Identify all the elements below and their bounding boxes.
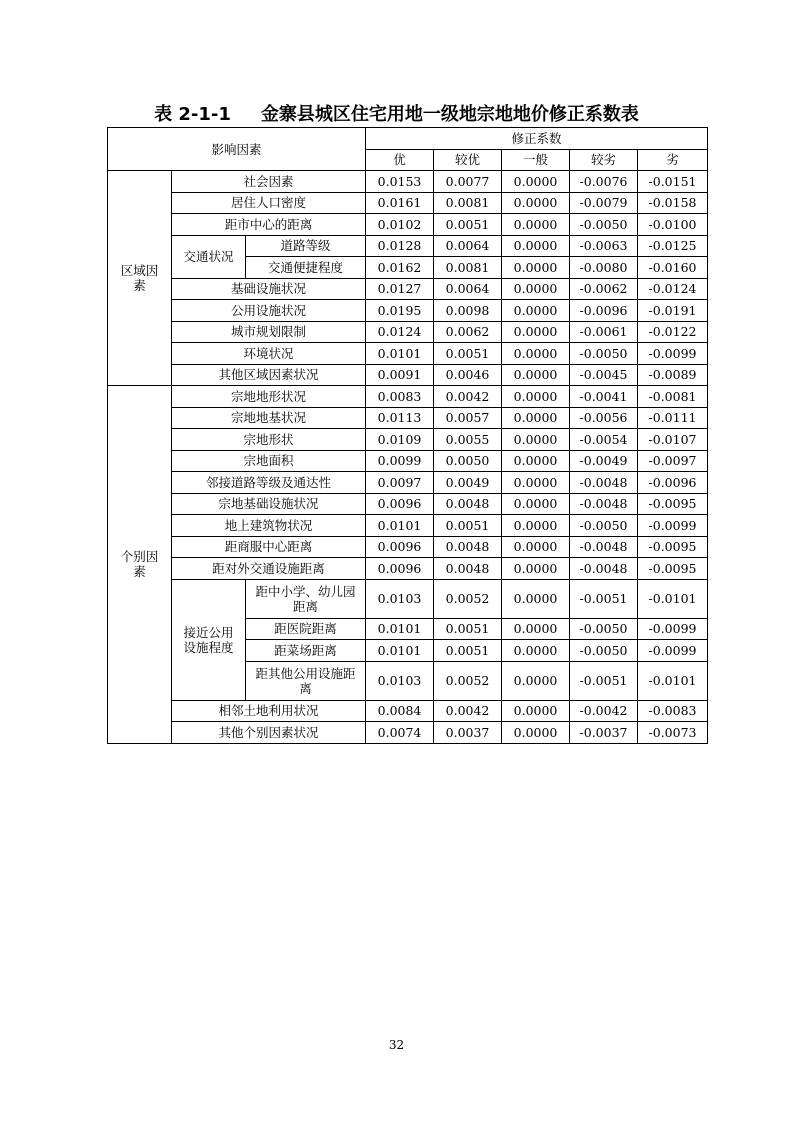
coefficient-cell: 0.0000 (502, 536, 570, 558)
factor-label: 其他个别因素状况 (172, 722, 366, 744)
table-row (108, 450, 708, 472)
coefficient-cell: 0.0052 (434, 579, 502, 618)
factor-label: 其他区域因素状况 (172, 364, 366, 386)
coefficient-cell: 0.0101 (366, 618, 434, 640)
coefficient-cell: 0.0084 (366, 700, 434, 722)
table-row (108, 493, 708, 515)
header-row (108, 128, 708, 150)
coefficient-cell: 0.0051 (434, 214, 502, 236)
table-row (108, 700, 708, 722)
factor-label: 宗地面积 (172, 450, 366, 472)
coefficient-cell: 0.0000 (502, 257, 570, 279)
coefficient-cell: -0.0095 (638, 493, 708, 515)
table-row (108, 407, 708, 429)
factor-label: 距中小学、幼儿园距离 (246, 579, 366, 618)
correction-coefficient-table (107, 127, 708, 744)
coefficient-cell: -0.0050 (570, 343, 638, 365)
coefficient-cell: 0.0000 (502, 235, 570, 257)
coefficient-cell: 0.0000 (502, 700, 570, 722)
coefficient-cell: 0.0057 (434, 407, 502, 429)
coefficient-cell: 0.0064 (434, 235, 502, 257)
coefficient-cell: 0.0103 (366, 661, 434, 700)
coefficient-cell: 0.0048 (434, 493, 502, 515)
coefficient-cell: 0.0037 (434, 722, 502, 744)
grade-header: 一般 (502, 149, 570, 171)
coefficient-cell: -0.0037 (570, 722, 638, 744)
coefficient-cell: 0.0000 (502, 407, 570, 429)
coefficient-cell: -0.0049 (570, 450, 638, 472)
factor-label: 环境状况 (172, 343, 366, 365)
factor-label: 城市规划限制 (172, 321, 366, 343)
coefficient-cell: 0.0127 (366, 278, 434, 300)
coefficient-cell: -0.0051 (570, 579, 638, 618)
table-row (108, 214, 708, 236)
table-caption: 金寨县城区住宅用地一级地宗地地价修正系数表 (260, 104, 639, 125)
table-row (108, 386, 708, 408)
table-row (108, 343, 708, 365)
coefficient-cell: -0.0042 (570, 700, 638, 722)
coefficient-cell: -0.0191 (638, 300, 708, 322)
coefficient-cell: 0.0000 (502, 300, 570, 322)
factor-label: 基础设施状况 (172, 278, 366, 300)
coefficient-cell: -0.0111 (638, 407, 708, 429)
group-label: 区域因素 (108, 171, 172, 386)
coefficient-cell: 0.0048 (434, 558, 502, 580)
coefficient-cell: 0.0096 (366, 493, 434, 515)
coefficient-cell: 0.0103 (366, 579, 434, 618)
coefficient-cell: 0.0062 (434, 321, 502, 343)
coefficient-cell: -0.0158 (638, 192, 708, 214)
coefficient-cell: -0.0160 (638, 257, 708, 279)
coefficient-cell: -0.0048 (570, 472, 638, 494)
coefficient-cell: 0.0052 (434, 661, 502, 700)
coef-header: 修正系数 (366, 128, 708, 150)
page-number: 32 (388, 1038, 405, 1052)
subgroup-label: 接近公用设施程度 (172, 579, 246, 700)
coefficient-cell: -0.0124 (638, 278, 708, 300)
coefficient-cell: -0.0050 (570, 618, 638, 640)
coefficient-cell: -0.0062 (570, 278, 638, 300)
table-row (108, 722, 708, 744)
grade-header: 较劣 (570, 149, 638, 171)
factor-label: 距商服中心距离 (172, 536, 366, 558)
coefficient-cell: 0.0000 (502, 640, 570, 662)
coefficient-cell: 0.0042 (434, 700, 502, 722)
coefficient-cell: 0.0162 (366, 257, 434, 279)
grade-header: 优 (366, 149, 434, 171)
coefficient-cell: 0.0099 (366, 450, 434, 472)
coefficient-cell: 0.0101 (366, 515, 434, 537)
factor-label: 距菜场距离 (246, 640, 366, 662)
table-row (108, 536, 708, 558)
coefficient-cell: 0.0051 (434, 343, 502, 365)
coefficient-cell: 0.0000 (502, 493, 570, 515)
coefficient-cell: -0.0048 (570, 493, 638, 515)
coefficient-cell: -0.0073 (638, 722, 708, 744)
table-title (0, 100, 793, 126)
coefficient-cell: 0.0109 (366, 429, 434, 451)
coefficient-cell: 0.0000 (502, 386, 570, 408)
coefficient-cell: 0.0000 (502, 278, 570, 300)
coefficient-cell: -0.0097 (638, 450, 708, 472)
coefficient-cell: 0.0051 (434, 640, 502, 662)
coefficient-cell: -0.0099 (638, 343, 708, 365)
coefficient-cell: 0.0101 (366, 640, 434, 662)
factor-label: 宗地形状 (172, 429, 366, 451)
table-row (108, 579, 708, 618)
coefficient-cell: -0.0050 (570, 214, 638, 236)
coefficient-cell: 0.0102 (366, 214, 434, 236)
coefficient-cell: 0.0000 (502, 472, 570, 494)
coefficient-cell: 0.0000 (502, 558, 570, 580)
coefficient-cell: 0.0000 (502, 618, 570, 640)
table-row (108, 300, 708, 322)
coefficient-cell: 0.0091 (366, 364, 434, 386)
coefficient-cell: 0.0050 (434, 450, 502, 472)
coefficient-cell: -0.0095 (638, 536, 708, 558)
factor-label: 距医院距离 (246, 618, 366, 640)
coefficient-cell: 0.0000 (502, 722, 570, 744)
coefficient-cell: -0.0096 (570, 300, 638, 322)
coefficient-cell: 0.0083 (366, 386, 434, 408)
factor-label: 距市中心的距离 (172, 214, 366, 236)
factor-label: 距对外交通设施距离 (172, 558, 366, 580)
factor-label: 公用设施状况 (172, 300, 366, 322)
coefficient-cell: -0.0095 (638, 558, 708, 580)
coefficient-cell: 0.0096 (366, 558, 434, 580)
factor-label: 道路等级 (246, 235, 366, 257)
factor-label: 相邻土地利用状况 (172, 700, 366, 722)
table-row (108, 472, 708, 494)
coefficient-cell: 0.0051 (434, 515, 502, 537)
factor-label: 交通便捷程度 (246, 257, 366, 279)
coefficient-cell: -0.0063 (570, 235, 638, 257)
coefficient-cell: -0.0125 (638, 235, 708, 257)
coefficient-cell: -0.0076 (570, 171, 638, 193)
coefficient-cell: -0.0096 (638, 472, 708, 494)
factor-label: 宗地地形状况 (172, 386, 366, 408)
coefficient-cell: -0.0050 (570, 515, 638, 537)
coefficient-cell: 0.0000 (502, 343, 570, 365)
table-row (108, 278, 708, 300)
coefficient-cell: 0.0000 (502, 321, 570, 343)
factor-label: 地上建筑物状况 (172, 515, 366, 537)
table-row (108, 429, 708, 451)
coefficient-cell: 0.0000 (502, 450, 570, 472)
coefficient-cell: -0.0056 (570, 407, 638, 429)
coefficient-cell: 0.0097 (366, 472, 434, 494)
coefficient-cell: -0.0107 (638, 429, 708, 451)
coefficient-cell: 0.0101 (366, 343, 434, 365)
subgroup-label: 交通状况 (172, 235, 246, 278)
coefficient-cell: 0.0077 (434, 171, 502, 193)
coefficient-cell: 0.0153 (366, 171, 434, 193)
coefficient-cell: -0.0050 (570, 640, 638, 662)
coefficient-cell: -0.0080 (570, 257, 638, 279)
coefficient-cell: 0.0051 (434, 618, 502, 640)
coefficient-cell: 0.0096 (366, 536, 434, 558)
coefficient-cell: 0.0000 (502, 515, 570, 537)
group-label: 个别因素 (108, 386, 172, 744)
coefficient-cell: 0.0000 (502, 192, 570, 214)
table-number: 表 2-1-1 (154, 104, 231, 125)
coefficient-cell: 0.0042 (434, 386, 502, 408)
coefficient-cell: 0.0161 (366, 192, 434, 214)
coefficient-cell: -0.0099 (638, 640, 708, 662)
coefficient-cell: -0.0045 (570, 364, 638, 386)
factor-label: 距其他公用设施距离 (246, 661, 366, 700)
coefficient-cell: -0.0122 (638, 321, 708, 343)
coefficient-cell: 0.0098 (434, 300, 502, 322)
coefficient-cell: 0.0048 (434, 536, 502, 558)
coefficient-cell: 0.0000 (502, 579, 570, 618)
factor-label: 社会因素 (172, 171, 366, 193)
factor-label: 居住人口密度 (172, 192, 366, 214)
table-row (108, 321, 708, 343)
grade-header: 较优 (434, 149, 502, 171)
coefficient-cell: -0.0151 (638, 171, 708, 193)
coefficient-cell: -0.0051 (570, 661, 638, 700)
coefficient-cell: 0.0074 (366, 722, 434, 744)
coefficient-cell: 0.0000 (502, 661, 570, 700)
coefficient-cell: 0.0124 (366, 321, 434, 343)
factor-label: 邻接道路等级及通达性 (172, 472, 366, 494)
table-row (108, 192, 708, 214)
coefficient-cell: -0.0054 (570, 429, 638, 451)
coefficient-cell: 0.0081 (434, 192, 502, 214)
coefficient-cell: -0.0081 (638, 386, 708, 408)
coefficient-cell: 0.0055 (434, 429, 502, 451)
coefficient-cell: -0.0099 (638, 515, 708, 537)
coefficient-cell: -0.0079 (570, 192, 638, 214)
coefficient-cell: 0.0000 (502, 429, 570, 451)
coefficient-cell: 0.0049 (434, 472, 502, 494)
factor-label: 宗地地基状况 (172, 407, 366, 429)
coefficient-cell: 0.0046 (434, 364, 502, 386)
coefficient-cell: -0.0100 (638, 214, 708, 236)
table-row (108, 171, 708, 193)
coefficient-cell: 0.0064 (434, 278, 502, 300)
coefficient-cell: -0.0083 (638, 700, 708, 722)
coefficient-cell: -0.0101 (638, 579, 708, 618)
coefficient-cell: -0.0061 (570, 321, 638, 343)
coefficient-cell: 0.0000 (502, 364, 570, 386)
coefficient-cell: -0.0048 (570, 558, 638, 580)
coefficient-cell: 0.0113 (366, 407, 434, 429)
coefficient-cell: -0.0048 (570, 536, 638, 558)
coefficient-cell: -0.0101 (638, 661, 708, 700)
coefficient-cell: 0.0128 (366, 235, 434, 257)
coefficient-cell: -0.0099 (638, 618, 708, 640)
table-row (108, 364, 708, 386)
coefficient-cell: 0.0000 (502, 171, 570, 193)
coefficient-cell: 0.0081 (434, 257, 502, 279)
coefficient-cell: 0.0195 (366, 300, 434, 322)
table-row (108, 235, 708, 257)
coefficient-cell: -0.0041 (570, 386, 638, 408)
coefficient-cell: 0.0000 (502, 214, 570, 236)
factor-label: 宗地基础设施状况 (172, 493, 366, 515)
coefficient-cell: -0.0089 (638, 364, 708, 386)
table-row (108, 515, 708, 537)
grade-header: 劣 (638, 149, 708, 171)
table-row (108, 558, 708, 580)
factor-header: 影响因素 (108, 128, 366, 171)
